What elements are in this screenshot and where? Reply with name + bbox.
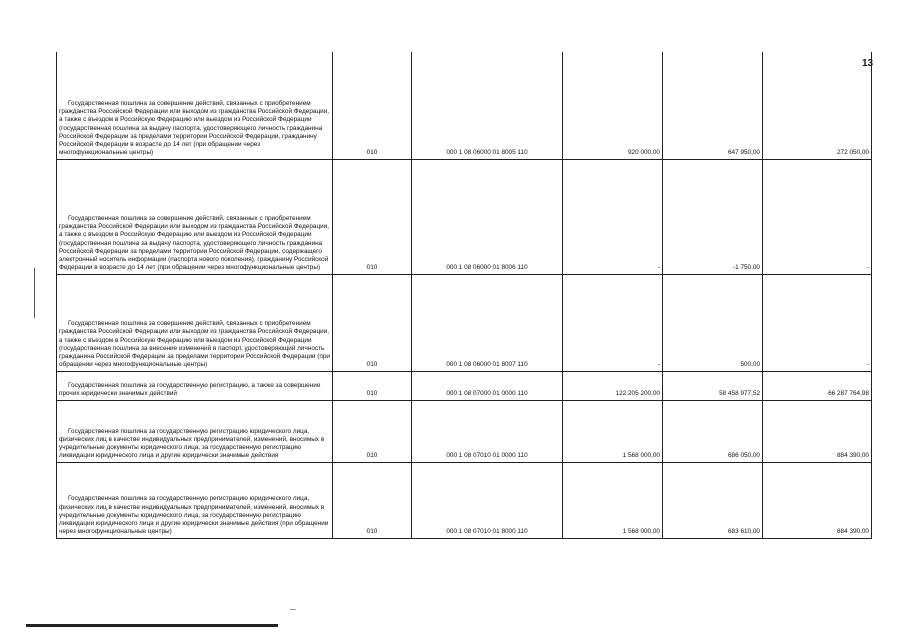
table-row	[57, 371, 872, 400]
row-approved-amount: 1 568 000,00	[563, 400, 663, 462]
row-budget-code: 000 1 08 07000 01 0000 110	[412, 371, 563, 400]
row-unexecuted-amount: -	[763, 274, 872, 371]
row-name-cell	[57, 274, 333, 371]
page-number: 13	[862, 58, 874, 69]
scan-artifact-speck	[290, 609, 296, 610]
row-name-cell	[57, 400, 333, 462]
row-budget-code: 000 1 08 07010 01 0000 110	[412, 400, 563, 462]
scan-artifact-line	[34, 268, 35, 318]
row-name-cell	[57, 371, 333, 400]
row-name-text: Государственная пошлина за совершение действий, связанных с приобретением гражданства Российской Федерации или выходом из гражданства Российской Федерации, а также с въездом в Российскую Федерацию или выездом из Российской Федерации (государственная пошлина за выдачу паспорта, удостоверяющего личность гражданина Российской Федерации за пределами территории Российской Федерации, гражданину Российской Федерации в возрасте до 14 лет (при обращении через многофункциональные центры)	[59, 100, 330, 157]
row-line-code: 010	[333, 274, 412, 371]
row-budget-code: 000 1 08 07010 01 8000 110	[412, 462, 563, 538]
row-executed-amount: 58 458 977,52	[663, 371, 763, 400]
row-approved-amount: -	[563, 274, 663, 371]
row-line-code: 010	[333, 400, 412, 462]
row-name-cell	[57, 462, 333, 538]
row-name-text: Государственная пошлина за государственную регистрацию юридического лица, физических лиц в качестве индивидуальных предпринимателей, изменений, вносимых в учредительные документы юридического лица, за государственную регистрацию ликвидации юридического лица и другие юридически значимые действия	[59, 427, 325, 460]
row-name-cell	[57, 52, 333, 159]
row-executed-amount: 683 610,00	[663, 462, 763, 538]
row-approved-amount: -	[563, 159, 663, 274]
row-name-text: Государственная пошлина за государственную регистрацию, а также за совершение прочих юридически значимых действий	[59, 382, 321, 398]
row-unexecuted-amount: 272 050,00	[763, 52, 872, 159]
bottom-rule	[26, 624, 278, 627]
row-unexecuted-amount: -	[763, 159, 872, 274]
row-name-text: Государственная пошлина за совершение действий, связанных с приобретением гражданства Российской Федерации или выходом из гражданства Российской Федерации, а также с въездом в Российскую Федерацию или выездом из Российской Федерации (государственная пошлина за выдачу паспорта, удостоверяющего личность гражданина Российской Федерации за пределами территории Российской Федерации, содержащего электронный носитель информации (паспорта нового поколения), гражданину Российской Федерации в возрасте до 14 лет (при обращении через многофункциональные центры)	[59, 215, 330, 272]
row-approved-amount: 920 000,00	[563, 52, 663, 159]
table-row	[57, 462, 872, 538]
table-row	[57, 274, 872, 371]
row-name-text: Государственная пошлина за государственную регистрацию юридического лица, физических лиц в качестве индивидуальных предпринимателей, изменений, вносимых в учредительные документы юридического лица, за государственную регистрацию ликвидации юридического лица и другие юридически значимые действия (при обращении через многофункциональные центры)	[59, 495, 329, 536]
row-approved-amount: 122 205 200,00	[563, 371, 663, 400]
row-approved-amount: 1 568 000,00	[563, 462, 663, 538]
row-executed-amount: -1 750,00	[663, 159, 763, 274]
row-budget-code: 000 1 08 06000 01 8005 110	[412, 52, 563, 159]
row-unexecuted-amount: 884 390,00	[763, 400, 872, 462]
table-row	[57, 52, 872, 159]
row-executed-amount: 647 950,00	[663, 52, 763, 159]
table-row	[57, 159, 872, 274]
row-budget-code: 000 1 08 06000 01 8007 110	[412, 274, 563, 371]
revenue-table	[56, 52, 872, 539]
row-name-text: Государственная пошлина за совершение действий, связанных с приобретением гражданства Российской Федерации или выходом из гражданства Российской Федерации, а также с въездом в Российскую Федерацию или выездом из Российской Федерации (государственная пошлина за внесение изменений в паспорт, удостоверяющий личность гражданина Российской Федерации за пределами территории Российской Федерации (при обращении через многофункциональные центры)	[59, 320, 330, 369]
row-line-code: 010	[333, 52, 412, 159]
row-unexecuted-amount: 66 287 764,98	[763, 371, 872, 400]
row-line-code: 010	[333, 371, 412, 400]
row-budget-code: 000 1 08 06000 01 8006 110	[412, 159, 563, 274]
row-line-code: 010	[333, 159, 412, 274]
row-executed-amount: 500,00	[663, 274, 763, 371]
row-executed-amount: 686 050,00	[663, 400, 763, 462]
row-name-cell	[57, 159, 333, 274]
table-row	[57, 400, 872, 462]
row-unexecuted-amount: 884 390,00	[763, 462, 872, 538]
row-line-code: 010	[333, 462, 412, 538]
